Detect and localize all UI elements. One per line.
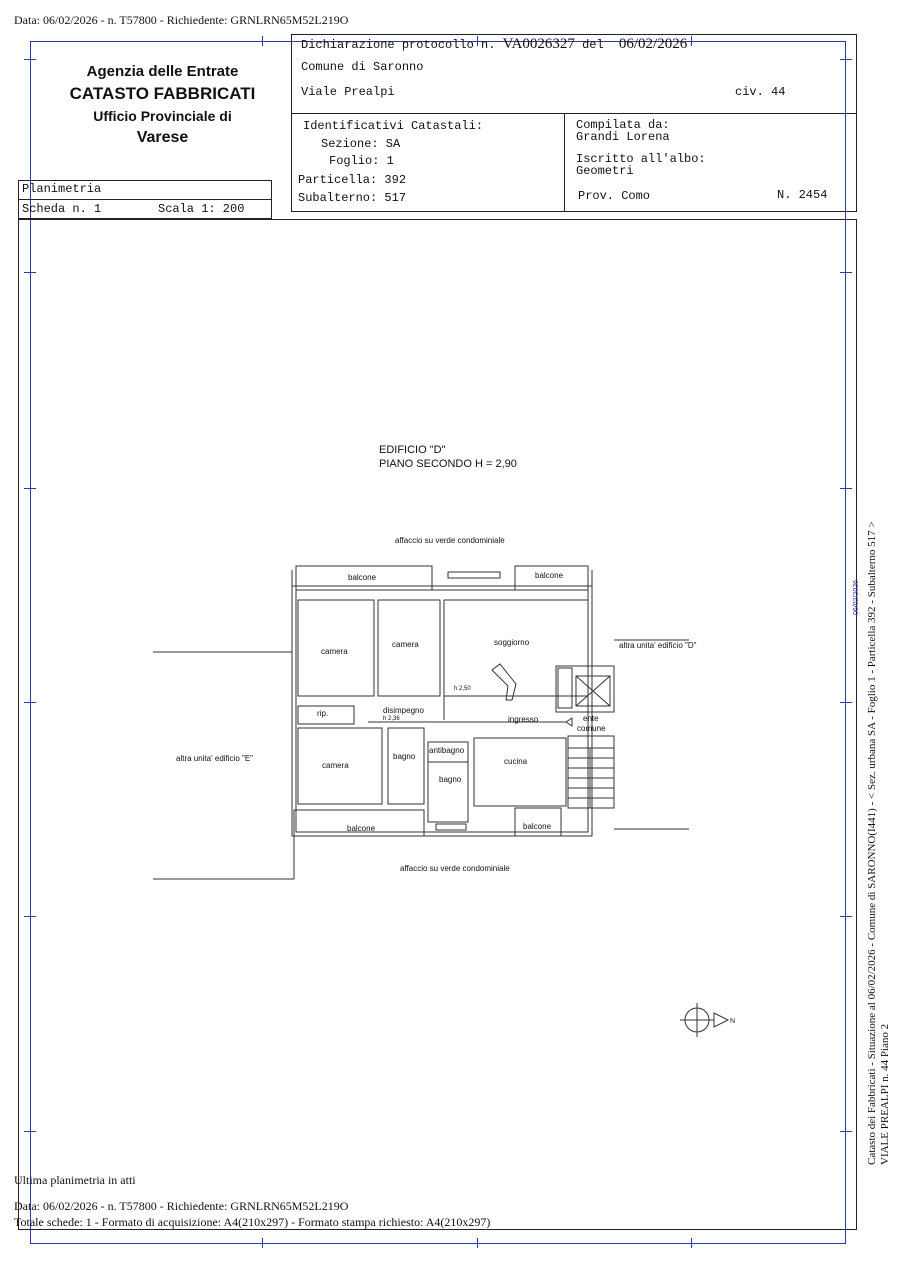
scala-label: Scala 1: 200 xyxy=(158,202,245,216)
footer-data-line: Data: 06/02/2026 - n. T57800 - Richiedente: GRNLRN65M52L219O xyxy=(14,1199,349,1213)
plan-bagno-2: bagno xyxy=(439,775,462,784)
comune: Comune di Saronno xyxy=(301,60,424,74)
plan-comune: comune xyxy=(577,724,606,733)
date-stamp: 06/02/2026 xyxy=(853,579,860,615)
side-text-catasto: Catasto dei Fabbricati - Situazione al 06/02/2026 - Comune di SARONNO(I441) - < Sez. urbana SA - Foglio 1 - Particella 392 - Subalterno 517 > xyxy=(866,521,878,1165)
plan-soggiorno: soggiorno xyxy=(494,638,530,647)
sezione: Sezione: SA xyxy=(321,137,401,151)
plan-altra-d: altra unita' edificio "D" xyxy=(619,641,697,650)
compilata-title: Compilata da: xyxy=(576,118,670,132)
catasto-title: CATASTO FABBRICATI xyxy=(69,84,256,103)
footer-totale-line: Totale schede: 1 - Formato di acquisizione: A4(210x297) - Formato stampa richiesto: A4(210x297) xyxy=(14,1215,491,1229)
header-request-line: Data: 06/02/2026 - n. T57800 - Richiedente: GRNLRN65M52L219O xyxy=(14,13,349,27)
plan-ente: ente xyxy=(583,714,599,723)
plan-affaccio-top: affaccio su verde condominiale xyxy=(395,536,505,545)
plan-affaccio-bottom: affaccio su verde condominiale xyxy=(400,864,510,873)
planimetria-label: Planimetria xyxy=(22,182,102,196)
plan-disimpegno: disimpegno xyxy=(383,706,424,715)
albo-value: Geometri xyxy=(576,164,634,178)
protocol-label: Dichiarazione protocollo n. xyxy=(301,38,496,52)
plan-camera-3: camera xyxy=(322,761,349,770)
plan-camera-2: camera xyxy=(392,640,419,649)
protocol-number: VA0026327 xyxy=(502,36,575,52)
agency-name: Agenzia delle Entrate xyxy=(86,63,239,80)
plan-piano: PIANO SECONDO H = 2,90 xyxy=(379,458,517,470)
albo-label: Iscritto all'albo: xyxy=(576,152,706,166)
foglio: Foglio: 1 xyxy=(329,154,394,168)
side-text-address: VIALE PREALPI n. 44 Piano 2 xyxy=(879,1023,891,1165)
provincia: Varese xyxy=(136,129,189,146)
particella: Particella: 392 xyxy=(298,173,407,187)
plan-h236: h 2,36 xyxy=(383,716,400,722)
plan-edificio: EDIFICIO "D" xyxy=(379,444,446,456)
plan-bagno-1: bagno xyxy=(393,752,416,761)
identificativi-title: Identificativi Catastali: xyxy=(303,119,484,133)
plan-camera-1: camera xyxy=(321,647,348,656)
plan-antibagno: antibagno xyxy=(429,746,465,755)
civico: civ. 44 xyxy=(735,85,786,99)
plan-balcone-3: balcone xyxy=(347,824,376,833)
compilata-name: Grandi Lorena xyxy=(576,130,670,144)
albo-number: N. 2454 xyxy=(777,188,828,202)
address: Viale Prealpi xyxy=(301,85,395,99)
scheda-label: Scheda n. 1 xyxy=(22,202,102,216)
plan-ingresso: ingresso xyxy=(508,715,539,724)
prov: Prov. Como xyxy=(578,189,651,203)
protocol-date: 06/02/2026 xyxy=(618,36,688,52)
subalterno: Subalterno: 517 xyxy=(298,191,407,205)
protocol-del: del xyxy=(582,38,604,52)
ufficio-label: Ufficio Provinciale di xyxy=(93,108,232,124)
ultima-planimetria: Ultima planimetria in atti xyxy=(14,1173,136,1187)
plan-cucina: cucina xyxy=(504,757,528,766)
north-label: N xyxy=(730,1018,736,1025)
plan-rip: rip. xyxy=(317,709,329,718)
plan-balcone-4: balcone xyxy=(523,822,552,831)
plan-altra-e: altra unita' edificio "E" xyxy=(176,754,254,763)
plan-balcone-2: balcone xyxy=(535,571,564,580)
plan-h250: h 2,50 xyxy=(454,686,471,692)
plan-balcone-1: balcone xyxy=(348,573,377,582)
